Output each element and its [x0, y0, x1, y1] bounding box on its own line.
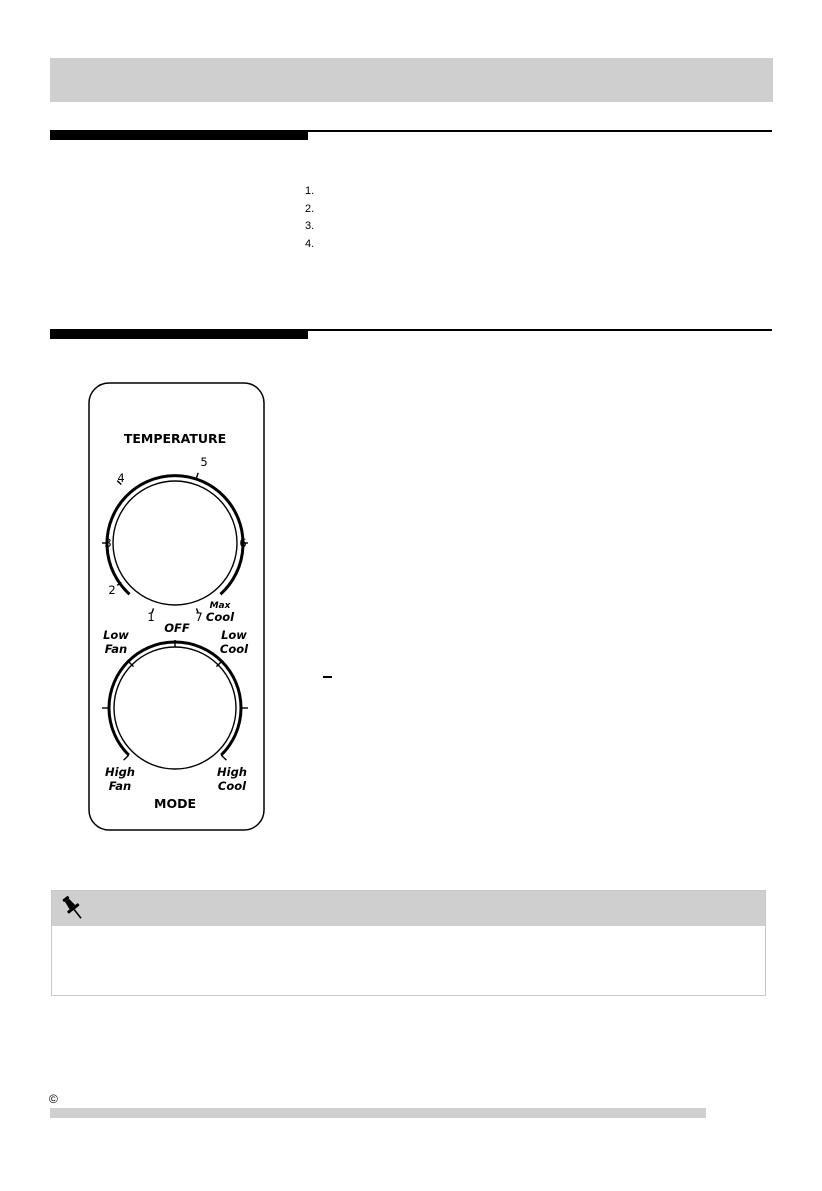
high-fan-label-line2: Fan — [108, 779, 132, 793]
note-box — [51, 890, 766, 996]
low-fan-label-line2: Fan — [104, 642, 128, 656]
step-number: 4. — [305, 237, 315, 250]
temp-mark-1: 1 — [147, 610, 155, 624]
mode-label: MODE — [154, 796, 196, 811]
control-panel-illustration — [87, 381, 267, 833]
temp-mark-6: 6 — [239, 536, 247, 550]
step-number: 2. — [305, 202, 315, 215]
header-band — [50, 58, 773, 102]
high-cool-label-line1: High — [217, 765, 247, 779]
temp-mark-4: 4 — [117, 471, 125, 485]
max-label: Max — [209, 601, 231, 611]
numbered-steps — [305, 183, 314, 253]
temp-mark-2: 2 — [108, 583, 116, 597]
temp-mark-7: 7 — [195, 610, 203, 624]
step-number: 1. — [305, 185, 315, 197]
section-divider — [50, 130, 772, 140]
pushpin-icon — [60, 894, 86, 927]
high-cool-label-line2: Cool — [217, 779, 247, 793]
step-number: 3. — [305, 220, 315, 232]
copyright-symbol: © — [49, 1092, 58, 1106]
max-cool-label: Cool — [205, 610, 235, 624]
low-cool-label-line2: Cool — [219, 642, 249, 656]
section-divider — [50, 329, 772, 339]
mode-off-label: OFF — [164, 621, 190, 635]
temperature-knob[interactable] — [113, 481, 237, 605]
temp-mark-5: 5 — [200, 455, 208, 469]
footer-band — [50, 1108, 706, 1118]
temperature-label: TEMPERATURE — [123, 431, 227, 446]
low-cool-label-line1: Low — [221, 628, 247, 642]
high-fan-label-line1: High — [105, 765, 135, 779]
dash-mark — [323, 676, 332, 678]
note-header — [52, 891, 765, 926]
low-fan-label-line1: Low — [103, 628, 129, 642]
temp-mark-3: 3 — [104, 536, 112, 550]
